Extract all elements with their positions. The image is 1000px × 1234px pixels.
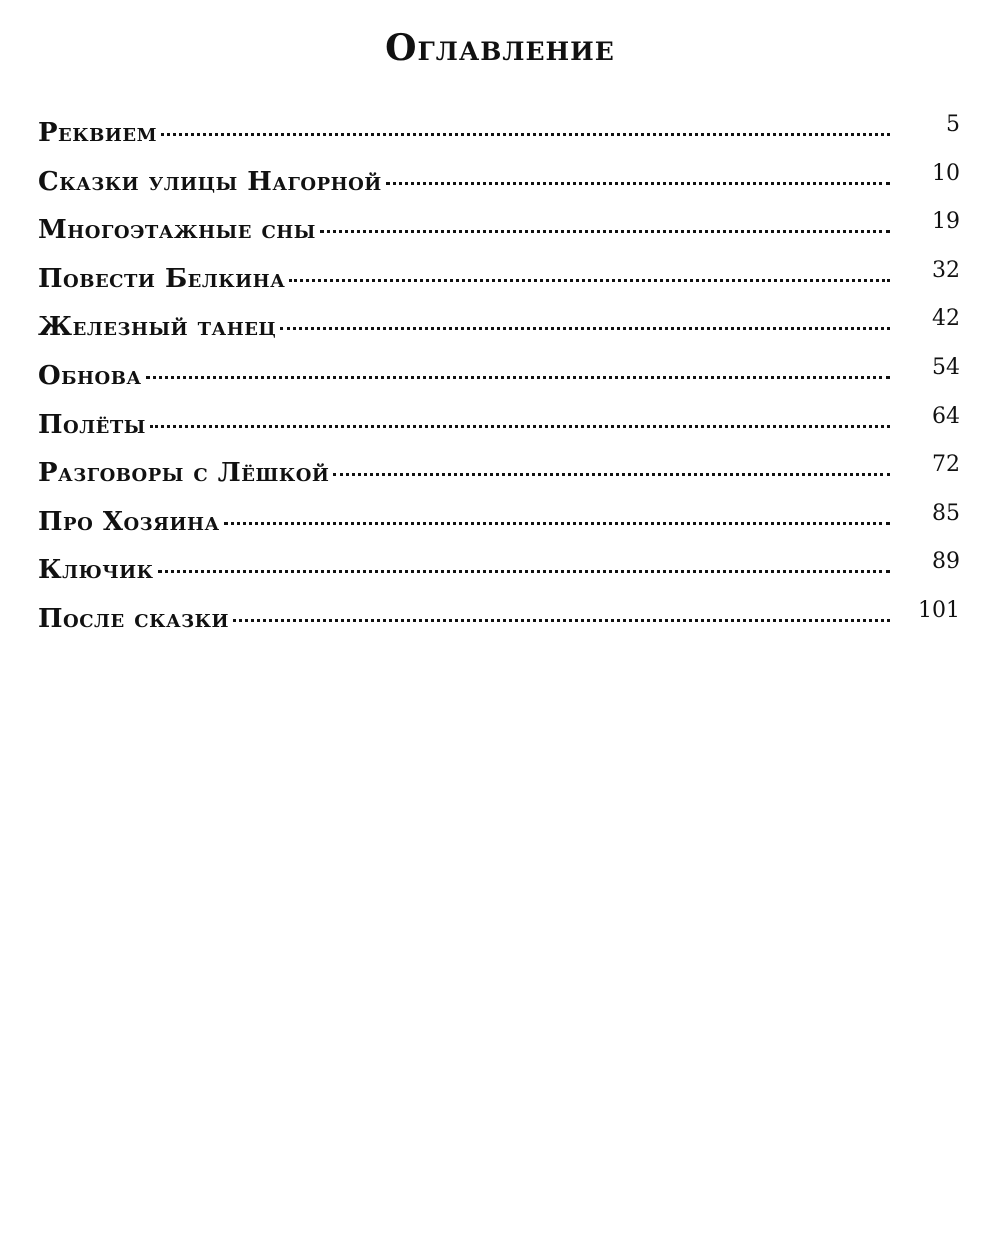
toc-entry-title: Многоэтажные сны: [38, 215, 316, 246]
toc-entry: [38, 403, 960, 459]
toc-entry-page: 54: [932, 354, 960, 380]
toc-entry-page: 10: [932, 160, 960, 186]
dot-leader: [333, 473, 890, 476]
dot-leader: [158, 570, 890, 573]
toc-entry: [38, 257, 960, 313]
dot-leader: [150, 425, 890, 428]
toc-entry-title: Про Хозяина: [38, 506, 220, 537]
toc-entry-title: Полёты: [38, 409, 146, 440]
toc-entry-page: 89: [932, 549, 960, 575]
toc-entry-title: Ключик: [38, 555, 154, 586]
dot-leader: [161, 133, 890, 136]
dot-leader: [233, 619, 890, 622]
toc-entry-title: Разговоры с Лёшкой: [38, 458, 330, 489]
toc-entry-page: 5: [946, 112, 960, 137]
dot-leader: [386, 182, 890, 185]
toc-entry: [38, 112, 960, 167]
toc-entry-page: 19: [932, 209, 960, 235]
toc-entry-title: Обнова: [38, 360, 142, 391]
toc-entry-page: 32: [932, 257, 960, 283]
toc-entry-title: Сказки улицы Нагорной: [38, 166, 382, 197]
toc-entry-title: После сказки: [38, 603, 229, 634]
toc-entry-page: 85: [932, 500, 960, 526]
toc-entry-page: 42: [932, 306, 960, 332]
toc-entry-page: 72: [932, 452, 960, 478]
toc-entry: [38, 597, 960, 653]
toc-entry: [38, 452, 960, 507]
toc-entry: [38, 354, 960, 410]
toc-entry: [38, 209, 960, 264]
toc-entry: [38, 549, 960, 604]
page-title: Оглавление: [385, 27, 615, 69]
table-of-contents: [38, 112, 960, 653]
dot-leader: [146, 376, 890, 379]
toc-entry-title: Повести Белкина: [38, 263, 286, 294]
toc-entry: [38, 500, 960, 556]
dot-leader: [289, 279, 890, 282]
toc-entry-page: 64: [932, 403, 960, 429]
toc-entry: [38, 306, 960, 361]
toc-entry-title: Реквием: [38, 118, 158, 148]
toc-entry: [38, 160, 960, 216]
dot-leader: [280, 327, 890, 330]
dot-leader: [224, 522, 890, 525]
toc-entry-title: Железный танец: [38, 312, 277, 343]
toc-entry-page: 101: [918, 597, 960, 623]
dot-leader: [320, 230, 890, 233]
